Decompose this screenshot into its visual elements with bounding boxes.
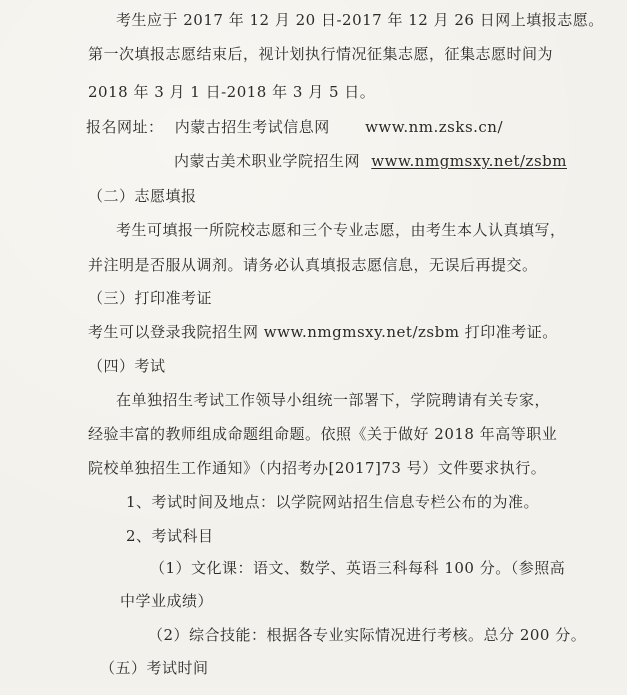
paragraph-line: 院校单独招生工作通知》（内招考办[2017]73 号）文件要求执行。 bbox=[88, 459, 547, 477]
paragraph-line: 在单独招生考试工作领导小组统一部署下，学院聘请有关专家， bbox=[116, 391, 551, 409]
sub-item: （1）文化课：语文、数学、英语三科每科 100 分。（参照高 bbox=[150, 559, 566, 577]
signup-label: 报名网址： bbox=[86, 118, 164, 136]
signup-site2-url[interactable]: www.nmgmsxy.net/zsbm bbox=[371, 152, 567, 170]
paragraph-line: 第一次填报志愿结束后，视计划执行情况征集志愿，征集志愿时间为 bbox=[88, 45, 554, 63]
section-heading: （五）考试时间 bbox=[100, 659, 209, 677]
paragraph-line: 考生应于 2017 年 12 月 20 日-2017 年 12 月 26 日网上填报志愿。 bbox=[116, 11, 604, 29]
signup-site2-name: 内蒙古美术职业学院招生网 bbox=[174, 152, 361, 170]
signup-site1-url[interactable]: www.nm.zsks.cn/ bbox=[365, 118, 504, 136]
paragraph-line: 考生可填报一所院校志愿和三个专业志愿，由考生本人认真填写， bbox=[116, 221, 566, 239]
section-heading: （三）打印准考证 bbox=[88, 289, 213, 307]
signup-row bbox=[86, 117, 503, 137]
sub-item: （2）综合技能：根据各专业实际情况进行考核。总分 200 分。 bbox=[148, 626, 587, 644]
paragraph-line: 并注明是否服从调剂。请务必认真填报志愿信息，无误后再提交。 bbox=[88, 256, 538, 274]
signup-row-2 bbox=[174, 151, 567, 171]
paragraph-line: 2018 年 3 月 1 日-2018 年 3 月 5 日。 bbox=[88, 83, 376, 101]
paragraph-line: 考生可以登录我院招生网 www.nmgmsxy.net/zsbm 打印准考证。 bbox=[88, 323, 558, 341]
signup-site1-name: 内蒙古招生考试信息网 bbox=[174, 118, 330, 136]
sub-item: 中学业成绩） bbox=[120, 592, 214, 610]
section-heading: （二）志愿填报 bbox=[88, 187, 197, 205]
list-item: 1、考试时间及地点：以学院网站招生信息专栏公布的为准。 bbox=[126, 493, 540, 511]
section-heading: （四）考试 bbox=[88, 357, 166, 375]
list-item: 2、考试科目 bbox=[126, 527, 214, 545]
paragraph-line: 经验丰富的教师组成命题组命题。依照《关于做好 2018 年高等职业 bbox=[88, 425, 558, 443]
